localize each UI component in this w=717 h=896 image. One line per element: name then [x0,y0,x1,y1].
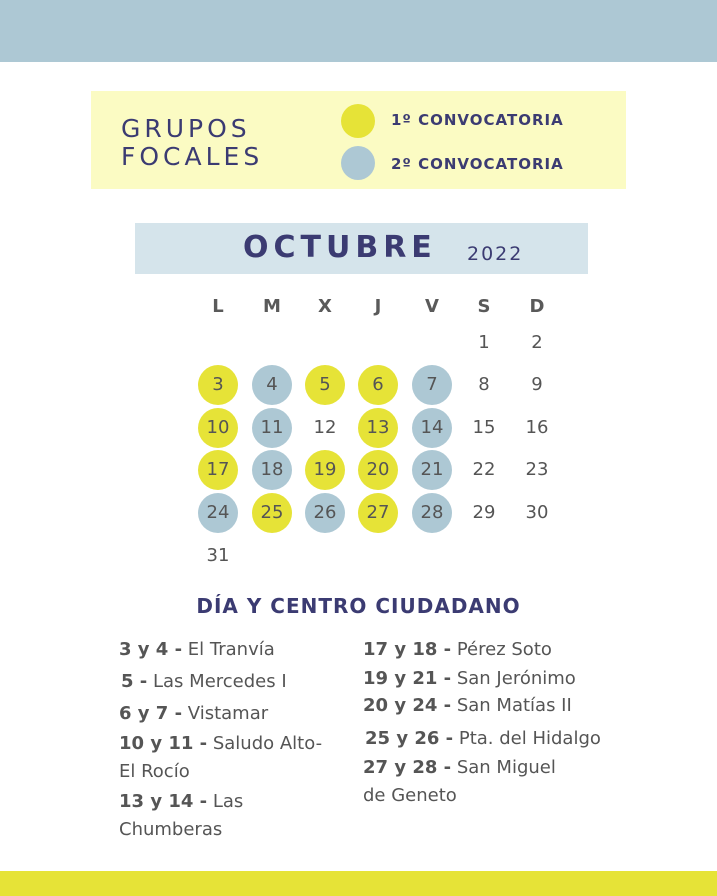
calendar-day: 3 [198,365,238,405]
center-dates: 10 y 11 - [119,733,208,754]
second-call-dot [341,146,375,180]
calendar-day: 23 [525,459,549,480]
center-name: Pta. del Hidalgo [458,728,601,749]
center-name-continued: de Geneto [363,785,457,806]
weekday-label: L [212,296,224,317]
center-name: Saludo Alto- [212,733,323,754]
calendar-day: 25 [252,493,292,533]
center-name-continued: El Rocío [119,761,190,782]
center-entry [363,665,576,693]
center-entry [365,725,601,753]
calendar-day: 29 [472,502,496,523]
calendar-day: 11 [252,408,292,448]
first-call-dot [341,104,375,138]
calendar-day: 13 [358,408,398,448]
center-entry [121,668,287,696]
calendar-day: 6 [358,365,398,405]
weekday-label: M [263,296,281,317]
center-name: El Tranvía [187,639,275,660]
calendar-day: 27 [358,493,398,533]
center-name: Las [212,791,244,812]
calendar-day: 15 [472,417,496,438]
center-entry [363,692,572,720]
calendar-day: 1 [478,332,490,353]
calendar-day: 8 [478,374,490,395]
weekday-label: J [374,296,382,317]
top-band [0,0,717,62]
calendar-day: 24 [198,493,238,533]
center-entry [363,636,552,664]
center-dates: 27 y 28 - [363,757,452,778]
calendar-day: 7 [412,365,452,405]
calendar-day: 31 [206,545,230,566]
center-name: San Matías II [456,695,572,716]
month-year: 2022 [467,243,524,265]
center-dates: 3 y 4 - [119,639,183,660]
center-entry [119,636,275,664]
legend-title-line1: GRUPOS [121,114,251,143]
weekday-label: X [318,296,332,317]
calendar-day: 5 [305,365,345,405]
center-name: San Jerónimo [456,668,576,689]
centers-title: DÍA Y CENTRO CIUDADANO [196,594,521,618]
center-entry [119,700,268,728]
second-call-label: 2º CONVOCATORIA [391,155,564,173]
calendar-day: 2 [531,332,543,353]
calendar-day: 18 [252,450,292,490]
calendar-day: 4 [252,365,292,405]
calendar-day: 14 [412,408,452,448]
center-dates: 13 y 14 - [119,791,208,812]
bottom-band [0,871,717,896]
calendar-day: 28 [412,493,452,533]
calendar-day: 19 [305,450,345,490]
calendar-day: 26 [305,493,345,533]
month-name: OCTUBRE [243,230,437,265]
center-dates: 20 y 24 - [363,695,452,716]
calendar-day: 16 [525,417,549,438]
calendar-day: 10 [198,408,238,448]
weekday-label: D [529,296,545,317]
center-entry [119,788,243,844]
center-dates: 6 y 7 - [119,703,183,724]
legend-title-line2: FOCALES [121,142,264,171]
calendar-day: 9 [531,374,543,395]
legend-box [91,91,626,189]
calendar-day: 12 [313,417,337,438]
calendar-day: 22 [472,459,496,480]
center-name: Vistamar [187,703,269,724]
calendar-day: 30 [525,502,549,523]
center-name: Pérez Soto [456,639,552,660]
weekday-label: S [477,296,491,317]
calendar-day: 21 [412,450,452,490]
weekday-label: V [425,296,439,317]
center-name: Las Mercedes I [153,671,287,692]
calendar-day: 20 [358,450,398,490]
center-entry [119,730,322,786]
center-dates: 17 y 18 - [363,639,452,660]
center-entry [363,754,556,810]
month-header [135,223,588,274]
calendar-day: 17 [198,450,238,490]
center-name: San Miguel [456,757,556,778]
legend-title [121,115,263,171]
center-dates: 25 y 26 - [365,728,454,749]
center-dates: 5 - [121,671,148,692]
center-dates: 19 y 21 - [363,668,452,689]
first-call-label: 1º CONVOCATORIA [391,111,564,129]
center-name-continued: Chumberas [119,819,223,840]
